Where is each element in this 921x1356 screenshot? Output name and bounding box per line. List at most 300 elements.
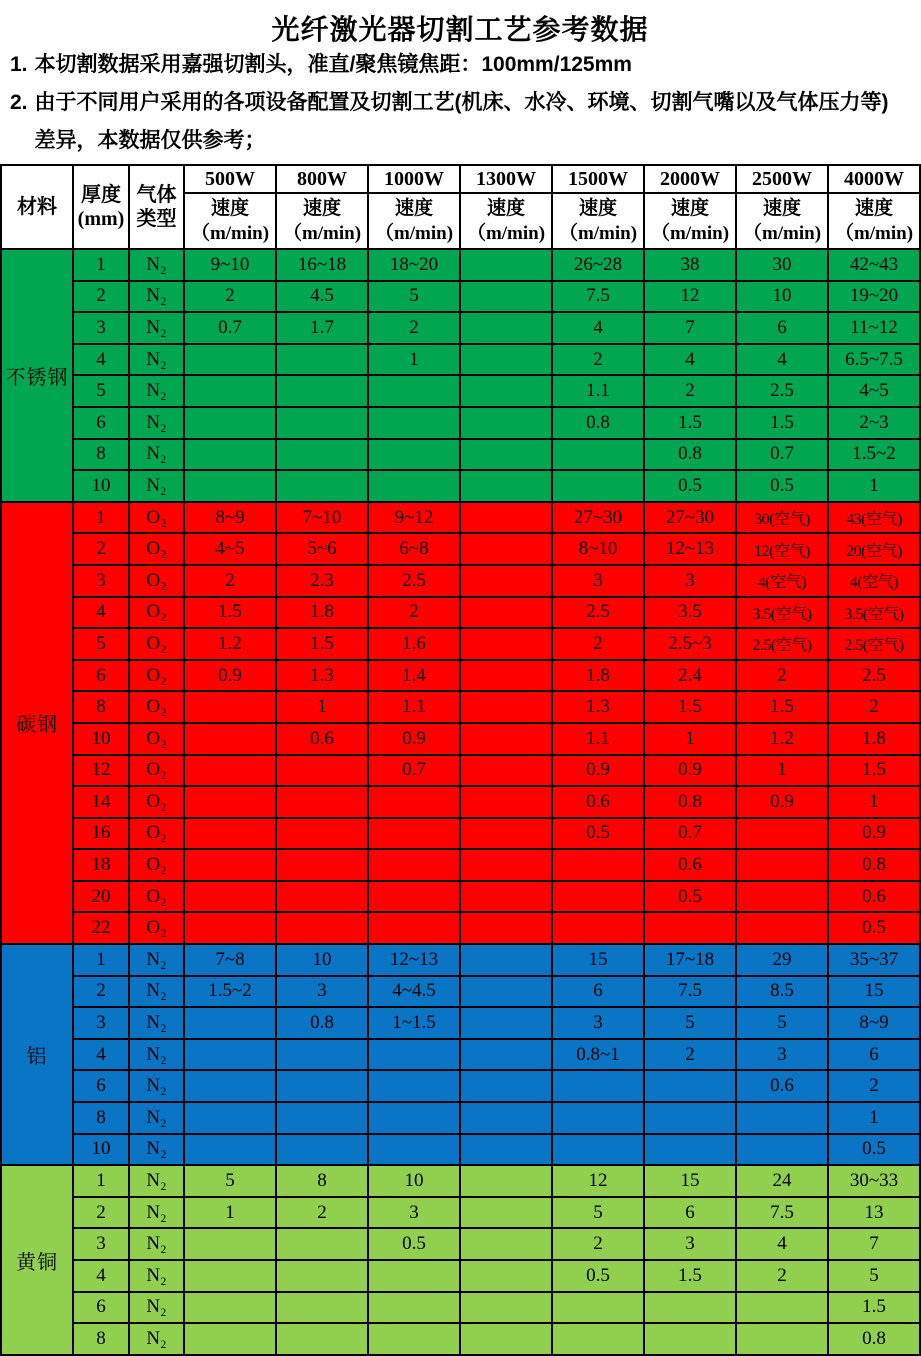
speed-cell: 3 [552, 565, 644, 597]
thickness-cell: 2 [73, 976, 129, 1008]
speed-cell: 2 [552, 1228, 644, 1260]
speed-cell [184, 1007, 276, 1039]
speed-cell [276, 755, 368, 787]
thickness-cell: 10 [73, 1134, 129, 1166]
speed-unit-header [368, 193, 460, 249]
speed-cell: 0.5 [736, 470, 828, 502]
speed-cell [460, 1070, 552, 1102]
speed-cell: 9~10 [184, 249, 276, 281]
speed-cell: 6 [552, 976, 644, 1008]
gas-cell: N₂ [129, 976, 184, 1008]
speed-cell: 6 [828, 1039, 920, 1071]
speed-cell [460, 818, 552, 850]
speed-cell [184, 439, 276, 471]
speed-cell: 0.5 [552, 818, 644, 850]
speed-cell [368, 1260, 460, 1292]
speed-cell: 7 [828, 1228, 920, 1260]
speed-cell [368, 470, 460, 502]
speed-cell [552, 1292, 644, 1324]
gas-cell: N₂ [129, 1292, 184, 1324]
speed-cell: 4 [644, 344, 736, 376]
speed-cell [736, 1323, 828, 1355]
speed-cell: 2 [828, 1070, 920, 1102]
speed-cell: 3 [368, 1197, 460, 1229]
speed-cell [184, 849, 276, 881]
table-row [1, 628, 920, 660]
speed-cell: 0.9 [736, 786, 828, 818]
speed-cell [460, 281, 552, 313]
table-row [1, 439, 920, 471]
speed-cell: 27~30 [552, 502, 644, 534]
speed-cell [460, 502, 552, 534]
speed-cell [644, 1070, 736, 1102]
gas-cell: N₂ [129, 312, 184, 344]
speed-cell: 0.5 [368, 1228, 460, 1260]
speed-cell: 10 [276, 944, 368, 976]
speed-cell: 10 [736, 281, 828, 313]
speed-cell: 1.5~2 [184, 976, 276, 1008]
speed-cell [552, 1102, 644, 1134]
material-cell: 铝 [1, 944, 73, 1165]
speed-cell: 35~37 [828, 944, 920, 976]
speed-cell: 1.5 [736, 407, 828, 439]
thickness-cell: 10 [73, 723, 129, 755]
speed-cell [368, 375, 460, 407]
speed-cell: 15 [644, 1165, 736, 1197]
gas-cell: O₂ [129, 755, 184, 787]
speed-unit-header [184, 193, 276, 249]
speed-cell: 8.5 [736, 976, 828, 1008]
speed-cell [276, 1260, 368, 1292]
table-row [1, 281, 920, 313]
table-row [1, 1323, 920, 1355]
material-cell: 黄铜 [1, 1165, 73, 1355]
gas-cell: O₂ [129, 818, 184, 850]
speed-cell [276, 439, 368, 471]
speed-cell: 15 [552, 944, 644, 976]
speed-unit-label: （m/min) [834, 223, 914, 244]
speed-cell: 0.5 [644, 881, 736, 913]
speed-cell: 0.7 [368, 755, 460, 787]
thickness-cell: 4 [73, 1039, 129, 1071]
speed-cell: 6 [736, 312, 828, 344]
speed-cell [460, 1197, 552, 1229]
speed-cell: 3.5 [644, 597, 736, 629]
speed-cell: 0.8 [828, 1323, 920, 1355]
speed-cell [276, 786, 368, 818]
speed-cell: 0.8 [828, 849, 920, 881]
speed-cell: 43(空气) [828, 502, 920, 534]
speed-cell [184, 407, 276, 439]
table-row [1, 976, 920, 1008]
speed-cell: 8~9 [828, 1007, 920, 1039]
speed-cell: 0.6 [828, 881, 920, 913]
speed-cell: 17~18 [644, 944, 736, 976]
speed-cell: 1 [828, 1102, 920, 1134]
thickness-cell: 3 [73, 565, 129, 597]
speed-cell [184, 1070, 276, 1102]
speed-cell [460, 1323, 552, 1355]
speed-cell [184, 723, 276, 755]
speed-cell: 1.7 [276, 312, 368, 344]
speed-cell [368, 849, 460, 881]
speed-cell: 6~8 [368, 533, 460, 565]
speed-cell: 12 [552, 1165, 644, 1197]
speed-cell: 2.5 [368, 565, 460, 597]
speed-cell [184, 1039, 276, 1071]
gas-cell: N₂ [129, 1070, 184, 1102]
speed-cell: 4~5 [828, 375, 920, 407]
thickness-cell: 5 [73, 375, 129, 407]
speed-cell [368, 912, 460, 944]
speed-cell: 4 [736, 344, 828, 376]
thickness-header [73, 165, 129, 249]
speed-cell: 12 [644, 281, 736, 313]
speed-cell: 38 [644, 249, 736, 281]
speed-cell: 4 [552, 312, 644, 344]
thickness-cell: 10 [73, 470, 129, 502]
speed-cell: 2 [276, 1197, 368, 1229]
speed-cell: 1 [736, 755, 828, 787]
thickness-cell: 2 [73, 281, 129, 313]
speed-cell [184, 344, 276, 376]
speed-cell: 4~5 [184, 533, 276, 565]
gas-cell: N₂ [129, 944, 184, 976]
speed-cell [368, 1102, 460, 1134]
table-row [1, 818, 920, 850]
speed-cell [184, 1292, 276, 1324]
page-title: 光纤激光器切割工艺参考数据 [271, 14, 649, 45]
speed-label: 速度 [486, 198, 525, 219]
gas-cell: O₂ [129, 660, 184, 692]
gas-cell: N₂ [129, 439, 184, 471]
speed-cell [276, 818, 368, 850]
speed-cell [460, 533, 552, 565]
table-row [1, 470, 920, 502]
gas-cell: N₂ [129, 1260, 184, 1292]
table-row [1, 1007, 920, 1039]
speed-cell: 4.5 [276, 281, 368, 313]
speed-cell: 1 [184, 1197, 276, 1229]
table-row [1, 1197, 920, 1229]
speed-cell: 2~3 [828, 407, 920, 439]
speed-cell [552, 849, 644, 881]
speed-cell [460, 1102, 552, 1134]
gas-cell: N₂ [129, 470, 184, 502]
speed-cell [460, 1007, 552, 1039]
speed-cell [460, 881, 552, 913]
thickness-header-line1: 厚度 [81, 184, 121, 206]
speed-cell: 1 [828, 786, 920, 818]
speed-cell: 1 [276, 691, 368, 723]
speed-label: 速度 [578, 198, 617, 219]
speed-cell: 2.5(空气) [736, 628, 828, 660]
speed-cell: 1.3 [276, 660, 368, 692]
speed-cell [736, 1292, 828, 1324]
note-2-text: 由于不同用户采用的各项设备配置及切割工艺(机床、水冷、环境、切割气嘴以及气体压力等)差异，本数据仅供参考； [34, 91, 889, 152]
gas-cell: O₂ [129, 849, 184, 881]
speed-cell: 1 [644, 723, 736, 755]
speed-cell: 0.6 [552, 786, 644, 818]
speed-cell [552, 881, 644, 913]
gas-cell: O₂ [129, 912, 184, 944]
speed-cell: 1 [828, 470, 920, 502]
speed-cell: 0.8 [644, 439, 736, 471]
table-row [1, 1165, 920, 1197]
speed-cell [460, 1039, 552, 1071]
table-row [1, 1102, 920, 1134]
table-row [1, 1292, 920, 1324]
speed-cell: 1.8 [276, 597, 368, 629]
speed-cell: 4 [736, 1228, 828, 1260]
speed-cell: 7~8 [184, 944, 276, 976]
speed-cell: 9~12 [368, 502, 460, 534]
speed-cell [368, 1070, 460, 1102]
speed-label: 速度 [670, 198, 709, 219]
speed-cell: 4~4.5 [368, 976, 460, 1008]
gas-cell: N₂ [129, 1228, 184, 1260]
speed-cell: 1.5 [644, 691, 736, 723]
speed-cell: 7~10 [276, 502, 368, 534]
speed-cell: 12~13 [644, 533, 736, 565]
speed-cell: 0.7 [644, 818, 736, 850]
speed-cell [276, 1134, 368, 1166]
material-cell: 碳钢 [1, 502, 73, 944]
speed-cell [276, 1039, 368, 1071]
speed-cell: 1.6 [368, 628, 460, 660]
speed-cell [460, 1228, 552, 1260]
gas-cell: O₂ [129, 691, 184, 723]
speed-cell: 0.5 [828, 1134, 920, 1166]
speed-cell: 13 [828, 1197, 920, 1229]
speed-cell: 0.5 [644, 470, 736, 502]
speed-cell [368, 1134, 460, 1166]
speed-cell: 5 [828, 1260, 920, 1292]
table-row [1, 755, 920, 787]
material-cell: 不锈钢 [1, 249, 73, 502]
table-row [1, 660, 920, 692]
speed-cell [276, 1228, 368, 1260]
speed-cell [736, 818, 828, 850]
speed-cell [276, 912, 368, 944]
table-row [1, 944, 920, 976]
speed-cell [276, 344, 368, 376]
thickness-cell: 4 [73, 344, 129, 376]
speed-cell: 0.8~1 [552, 1039, 644, 1071]
speed-cell [184, 1134, 276, 1166]
speed-cell: 0.6 [736, 1070, 828, 1102]
speed-cell [184, 1260, 276, 1292]
table-row [1, 1134, 920, 1166]
speed-cell: 0.6 [276, 723, 368, 755]
gas-cell: O₂ [129, 786, 184, 818]
table-row [1, 565, 920, 597]
table-row [1, 249, 920, 281]
speed-unit-header [736, 193, 828, 249]
thickness-cell: 3 [73, 1228, 129, 1260]
thickness-cell: 6 [73, 1292, 129, 1324]
speed-cell [644, 1102, 736, 1134]
speed-cell: 0.8 [644, 786, 736, 818]
table-row [1, 1070, 920, 1102]
speed-label: 速度 [762, 198, 801, 219]
speed-cell: 0.5 [828, 912, 920, 944]
speed-cell: 2 [736, 1260, 828, 1292]
thickness-cell: 2 [73, 533, 129, 565]
speed-cell: 5 [736, 1007, 828, 1039]
speed-cell: 1.5 [644, 1260, 736, 1292]
speed-cell: 5 [184, 1165, 276, 1197]
gas-type-header [129, 165, 184, 249]
thickness-cell: 14 [73, 786, 129, 818]
table-row [1, 1228, 920, 1260]
speed-cell [460, 312, 552, 344]
speed-cell: 1.5 [828, 755, 920, 787]
speed-cell: 0.9 [644, 755, 736, 787]
speed-cell: 5~6 [276, 533, 368, 565]
speed-unit-header [552, 193, 644, 249]
speed-cell: 1.1 [552, 723, 644, 755]
gas-cell: N₂ [129, 1102, 184, 1134]
speed-cell: 2 [552, 344, 644, 376]
speed-cell: 1~1.5 [368, 1007, 460, 1039]
speed-cell [736, 881, 828, 913]
speed-cell [736, 912, 828, 944]
thickness-cell: 20 [73, 881, 129, 913]
speed-cell [184, 1323, 276, 1355]
speed-cell: 3.5(空气) [736, 597, 828, 629]
speed-cell [276, 375, 368, 407]
speed-cell [460, 407, 552, 439]
speed-cell: 30 [736, 249, 828, 281]
speed-cell: 4(空气) [828, 565, 920, 597]
speed-unit-label: （m/min) [374, 223, 454, 244]
speed-cell [184, 786, 276, 818]
speed-cell: 2 [644, 375, 736, 407]
speed-cell: 7.5 [736, 1197, 828, 1229]
table-row [1, 1039, 920, 1071]
gas-header-line1: 气体 [136, 184, 177, 206]
speed-cell: 0.6 [644, 849, 736, 881]
note-2 [10, 84, 905, 160]
table-header [1, 165, 920, 249]
speed-cell: 1.1 [552, 375, 644, 407]
speed-cell [368, 439, 460, 471]
table-row [1, 597, 920, 629]
speed-cell: 0.9 [368, 723, 460, 755]
speed-cell [460, 755, 552, 787]
table-row [1, 344, 920, 376]
table-row [1, 691, 920, 723]
speed-cell: 26~28 [552, 249, 644, 281]
gas-cell: N₂ [129, 1165, 184, 1197]
speed-cell: 12~13 [368, 944, 460, 976]
speed-cell [460, 976, 552, 1008]
speed-cell: 1.2 [736, 723, 828, 755]
speed-cell [644, 1323, 736, 1355]
speed-cell: 1.8 [828, 723, 920, 755]
speed-unit-header [644, 193, 736, 249]
speed-cell [276, 407, 368, 439]
gas-cell: N₂ [129, 281, 184, 313]
speed-cell: 7 [644, 312, 736, 344]
thickness-cell: 8 [73, 1102, 129, 1134]
table-row [1, 1260, 920, 1292]
speed-cell: 2.5 [552, 597, 644, 629]
gas-cell: O₂ [129, 597, 184, 629]
speed-cell [644, 1292, 736, 1324]
note-1-text: 本切割数据采用嘉强切割头，准直/聚焦镜焦距：100mm/125mm [34, 53, 632, 76]
speed-unit-label: （m/min) [558, 223, 638, 244]
speed-cell: 8~10 [552, 533, 644, 565]
speed-cell [552, 439, 644, 471]
table-body [1, 249, 920, 1355]
speed-cell [276, 1323, 368, 1355]
speed-cell [552, 1323, 644, 1355]
gas-cell: N₂ [129, 1007, 184, 1039]
speed-unit-label: （m/min) [282, 223, 362, 244]
note-1 [10, 46, 905, 84]
table-row [1, 881, 920, 913]
speed-cell [368, 881, 460, 913]
gas-cell: N₂ [129, 1134, 184, 1166]
speed-cell [460, 944, 552, 976]
speed-cell [276, 849, 368, 881]
speed-cell: 3 [552, 1007, 644, 1039]
speed-cell: 5 [644, 1007, 736, 1039]
speed-unit-header [276, 193, 368, 249]
speed-cell [460, 1260, 552, 1292]
speed-cell: 2 [184, 281, 276, 313]
speed-cell [460, 660, 552, 692]
speed-cell: 1.1 [368, 691, 460, 723]
gas-cell: N₂ [129, 1039, 184, 1071]
speed-cell [460, 439, 552, 471]
speed-cell [368, 786, 460, 818]
speed-cell [644, 912, 736, 944]
speed-cell [276, 1292, 368, 1324]
speed-cell: 1.3 [552, 691, 644, 723]
speed-cell: 2 [736, 660, 828, 692]
speed-cell: 8~9 [184, 502, 276, 534]
power-header-500w: 500W [184, 165, 276, 193]
speed-unit-header [460, 193, 552, 249]
speed-cell [368, 818, 460, 850]
thickness-cell: 12 [73, 755, 129, 787]
speed-cell [552, 1070, 644, 1102]
thickness-cell: 18 [73, 849, 129, 881]
speed-cell [552, 1134, 644, 1166]
speed-cell [460, 912, 552, 944]
speed-cell [460, 470, 552, 502]
speed-cell: 1.5 [828, 1292, 920, 1324]
thickness-cell: 4 [73, 1260, 129, 1292]
speed-cell: 11~12 [828, 312, 920, 344]
material-header: 材料 [1, 165, 73, 249]
table-row [1, 407, 920, 439]
speed-cell: 30(空气) [736, 502, 828, 534]
speed-cell: 6.5~7.5 [828, 344, 920, 376]
speed-label: 速度 [394, 198, 433, 219]
speed-cell [184, 818, 276, 850]
speed-cell: 2 [368, 597, 460, 629]
speed-cell: 1.4 [368, 660, 460, 692]
speed-cell: 2.5 [736, 375, 828, 407]
speed-cell: 12(空气) [736, 533, 828, 565]
speed-cell [552, 470, 644, 502]
speed-cell [460, 1292, 552, 1324]
gas-cell: N₂ [129, 1197, 184, 1229]
